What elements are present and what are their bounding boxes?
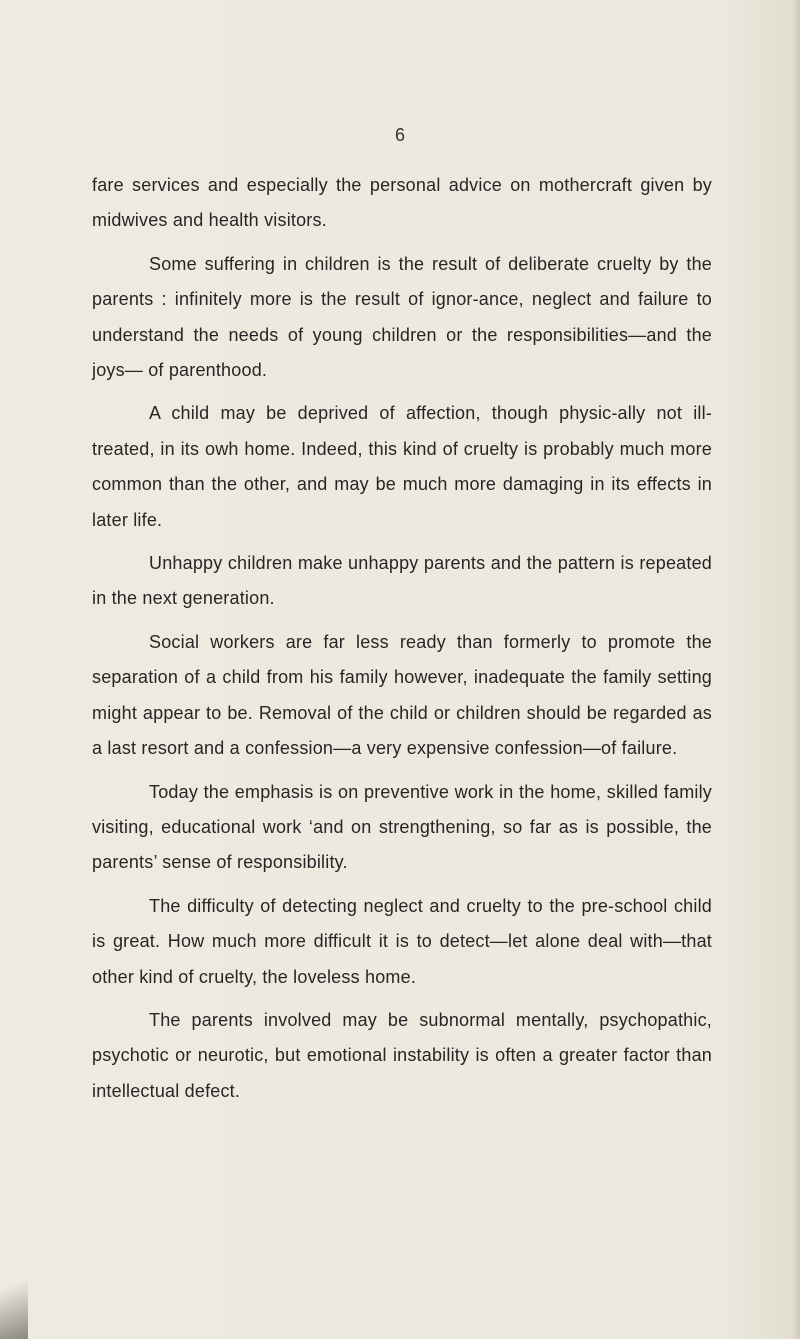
paragraph-continuation: fare services and especially the personal advice on mothercraft given by midwives and health visitors. (92, 175, 712, 231)
paragraph-social-workers: Social workers are far less ready than formerly to promote the separation of a child from his family however, inadequate the family setting might appear to be. Removal of the child or children should be regarded as a last resort and a confession—a very expensive confession—of failure. (92, 631, 712, 759)
paragraph-suffering: Some suffering in children is the result of deliberate cruelty by the parents : infinitely more is the result of ignor-ance, neglect and failure to understand the needs of young children or the responsibilities—and the joys— of parenthood. (92, 253, 712, 381)
scan-corner-mark (0, 1250, 28, 1339)
paragraph-preventive-work: Today the emphasis is on preventive work in the home, skilled family visiting, educational work ‘and on strengthening, so far as is possible, the parents’ sense of responsibility. (92, 781, 712, 873)
page-edge-shadow (792, 0, 800, 1339)
paragraph-difficulty: The difficulty of detecting neglect and cruelty to the pre-school child is great. How much more difficult it is to detect—let alone deal with—that other kind of cruelty, the loveless home. (92, 895, 712, 987)
body-text (92, 168, 712, 1117)
page-number: 6 (394, 125, 405, 145)
paragraph-affection: A child may be deprived of affection, though physic-ally not ill-treated, in its owh home. Indeed, this kind of cruelty is probably much more common than the other, and may be much more damaging in its effects in later life. (92, 403, 712, 530)
paragraph-unhappy-children: Unhappy children make unhappy parents and the pattern is repeated in the next generation. (92, 553, 712, 609)
paragraph-parents-involved: The parents involved may be subnormal mentally, psychopathic, psychotic or neurotic, but emotional instability is often a greater factor than intellectual defect. (92, 1009, 712, 1101)
